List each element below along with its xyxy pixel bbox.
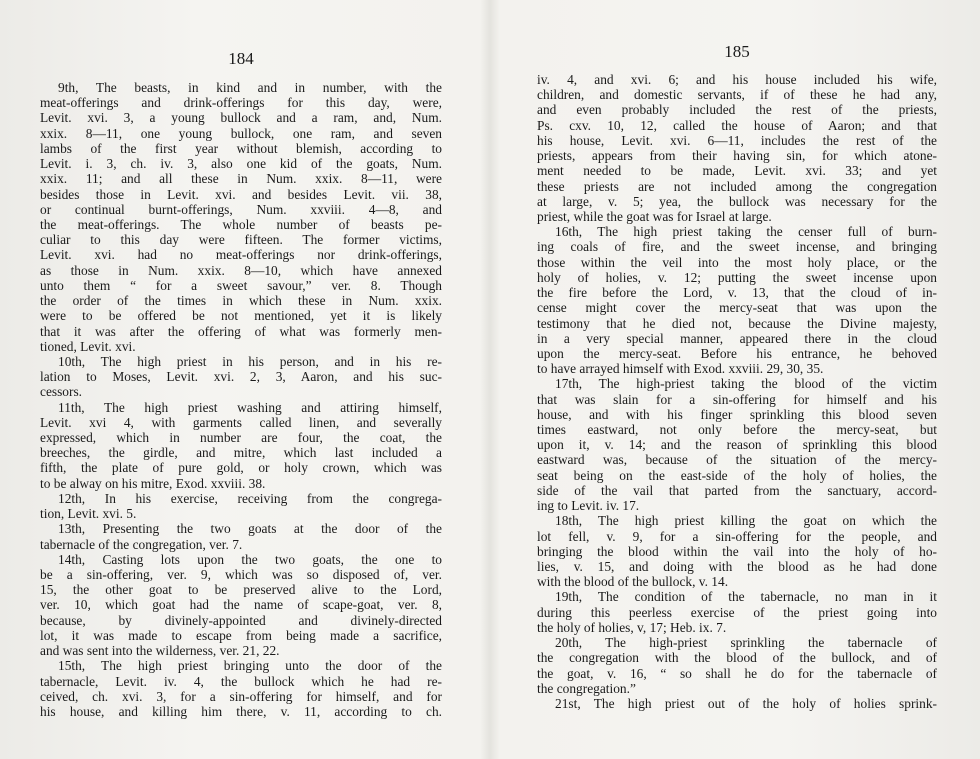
- text-line: Levit. xvi. 3, a young bullock and a ram, and, Num.: [40, 110, 442, 126]
- text-line: that was slain for a sin-offering for himself and his: [537, 391, 937, 407]
- text-line: 18th, The high priest killing the goat on which the: [555, 513, 937, 529]
- text-line: ver. 10, which goat had the name of scape-goat, ver. 8,: [40, 597, 442, 613]
- text-line: testimony that he died not, because the Divine majesty,: [537, 315, 937, 331]
- text-line: the order of the times in which these in Num. xxix.: [40, 293, 442, 309]
- text-line: ing coals of fire, and the sweet incense, and bringing: [537, 239, 937, 255]
- text-line: Ps. cxv. 10, 12, called the house of Aaron; and that: [537, 117, 937, 133]
- text-line: his house, Levit. xvi. 6—11, includes the rest of the: [537, 132, 937, 148]
- text-line: the goat, v. 16, “ so shall he do for the tabernacle of: [537, 665, 937, 681]
- text-line: those within the veil into the most holy place, or the: [537, 254, 937, 270]
- text-line: ing to Levit. iv. 17.: [537, 498, 640, 514]
- text-line: 13th, Presenting the two goats at the door of the: [58, 521, 442, 537]
- text-line: lambs of the first year without blemish, according to: [40, 140, 442, 156]
- page-number-right: 185: [724, 42, 750, 61]
- text-line: 15th, The high priest bringing unto the door of the: [58, 658, 442, 674]
- text-line: to have arrayed himself with Exod. xxviii. 29, 30, 35.: [537, 361, 824, 377]
- text-line: tion, Levit. xvi. 5.: [40, 506, 137, 522]
- text-line: tabernacle, Levit. iv. 4, the bullock which he had re-: [40, 673, 442, 689]
- text-line: side of the vail that parted from the sanctuary, accord-: [537, 482, 937, 498]
- text-line: 19th, The condition of the tabernacle, no man in it: [555, 589, 937, 605]
- text-line: house, and with his finger sprinkling this blood seven: [537, 406, 937, 422]
- text-line: times eastward, not only before the mercy-seat, but: [537, 422, 937, 438]
- text-line: holy of holies, v. 12; putting the sweet incense upon: [537, 269, 937, 285]
- text-line: these priests are not included among the congregation: [537, 178, 937, 194]
- text-line: with the blood of the bullock, v. 14.: [537, 574, 729, 590]
- text-line: xxix. 11; and all these in Num. xxix. 8—11, were: [40, 171, 442, 187]
- text-line: were to be offered be not mentioned, yet it is likely: [40, 308, 442, 324]
- text-line: the holy of holies, v, 17; Heb. ix. 7.: [537, 619, 727, 635]
- text-line: breeches, the girdle, and mitre, which last included a: [40, 445, 442, 461]
- text-line: iv. 4, and xvi. 6; and his house included his wife,: [537, 72, 937, 87]
- text-line: lation to Moses, Levit. xvi. 2, 3, Aaron, and his suc-: [40, 369, 442, 385]
- text-line: ceived, ch. xvi. 3, for a sin-offering for himself, and for: [40, 688, 442, 704]
- text-line: cessors.: [40, 384, 83, 400]
- text-line: 21st, The high priest out of the holy of holies sprink-: [555, 695, 937, 711]
- text-line: 16th, The high priest taking the censer full of burn-: [555, 224, 937, 240]
- text-line: that it was after the offering of what was formerly men-: [40, 323, 442, 339]
- text-line: tabernacle of the congregation, ver. 7.: [40, 536, 243, 552]
- text-line: lot fell, v. 9, for a sin-offering for the people, and: [537, 528, 937, 544]
- text-line: be a sin-offering, ver. 9, which was so disposed of, ver.: [40, 567, 442, 582]
- text-line: at large, v. 5; yea, the bullock was necessary for the: [537, 193, 937, 209]
- right-page-text: [537, 72, 937, 711]
- text-line: 20th, The high-priest sprinkling the tabernacle of: [555, 635, 937, 651]
- text-line: to be alway on his mitre, Exod. xxviii. 38.: [40, 475, 266, 491]
- text-line: 17th, The high-priest taking the blood of the victim: [555, 376, 937, 392]
- text-line: expressed, which in number are four, the coat, the: [40, 430, 442, 446]
- text-line: children, and domestic servants, if of these he had any,: [537, 87, 937, 103]
- text-line: culiar to this day were fifteen. The former victims,: [40, 232, 442, 248]
- text-line: the congregation with the blood of the bullock, and of: [537, 650, 937, 666]
- text-line: upon the mercy-seat. Before his entrance, he behoved: [537, 345, 937, 361]
- page-number-left: 184: [228, 49, 254, 68]
- text-line: or continual burnt-offerings, Num. xxviii. 4—8, and: [40, 201, 442, 217]
- text-line: eastward was, because of the situation of the mercy-: [537, 452, 937, 468]
- left-page: [40, 0, 442, 719]
- text-line: priest, while the goat was for Israel at large.: [537, 208, 772, 224]
- text-line: 14th, Casting lots upon the two goats, the one to: [58, 551, 442, 567]
- text-line: the congregation.”: [537, 680, 636, 696]
- text-line: 15, the other goat to be preserved alive to the Lord,: [40, 582, 442, 598]
- text-line: as those in Num. xxix. 8—10, which have annexed: [40, 262, 442, 278]
- text-line: during this peerless exercise of the priest going into: [537, 604, 937, 620]
- right-page: [537, 0, 937, 711]
- text-line: cense might cover the mercy-seat that was upon the: [537, 300, 937, 316]
- text-line: 9th, The beasts, in kind and in number, with the: [58, 80, 442, 95]
- left-page-text: [40, 80, 442, 719]
- text-line: xxix. 8—11, one young bullock, one ram, and seven: [40, 125, 442, 141]
- text-line: because, by divinely-appointed and divinely-directed: [40, 612, 442, 628]
- text-line: 10th, The high priest in his person, and in his re-: [58, 353, 442, 369]
- text-line: Levit. xvi 4, with garments called linen, and severally: [40, 414, 442, 430]
- text-line: and was sent into the wilderness, ver. 21, 22.: [40, 643, 280, 659]
- text-line: the fire before the Lord, v. 13, that the cloud of in-: [537, 285, 937, 301]
- text-line: ment needed to be made, Levit. xvi. 33; and yet: [537, 163, 937, 179]
- text-line: and even probably included the rest of the priests,: [537, 102, 937, 118]
- text-line: his house, and killing him there, v. 11, according to ch.: [40, 703, 442, 719]
- text-line: bringing the blood within the vail into the holy of ho-: [537, 543, 937, 559]
- text-line: meat-offerings and drink-offerings for this day, were,: [40, 95, 442, 111]
- text-line: 12th, In his exercise, receiving from the congrega-: [58, 490, 442, 506]
- text-line: 11th, The high priest washing and attiring himself,: [58, 399, 442, 415]
- text-line: in a very special manner, appeared there in the cloud: [537, 330, 937, 346]
- text-line: priests, appears from their having sin, for which atone-: [537, 148, 937, 164]
- text-line: tioned, Levit. xvi.: [40, 338, 136, 354]
- text-line: unto them “ for a sweet savour,” ver. 8. Though: [40, 277, 442, 293]
- text-line: lies, v. 15, and doing with the blood as he had done: [537, 559, 937, 574]
- text-line: besides those in Levit. xvi. and besides Levit. vii. 38,: [40, 186, 442, 202]
- text-line: Levit. xvi. had no meat-offerings nor drink-offerings,: [40, 247, 442, 263]
- text-line: lot, it was made to escape from being made a sacrifice,: [40, 627, 442, 643]
- text-line: Levit. i. 3, ch. iv. 3, also one kid of the goats, Num.: [40, 156, 442, 172]
- text-line: upon it, v. 14; and the reason of sprinkling this blood: [537, 437, 937, 453]
- text-line: seat being on the east-side of the holy of holies, the: [537, 467, 937, 483]
- text-line: fifth, the plate of pure gold, or holy crown, which was: [40, 460, 442, 476]
- text-line: the meat-offerings. The whole number of beasts pe-: [40, 216, 442, 232]
